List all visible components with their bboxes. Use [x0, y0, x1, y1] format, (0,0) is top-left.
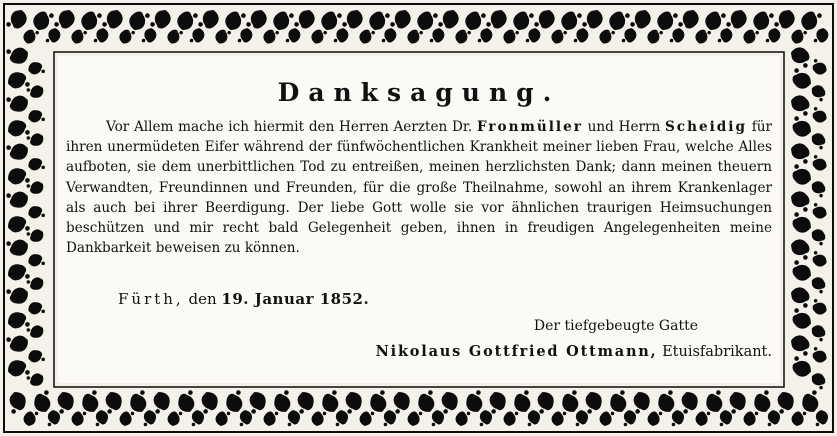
ornament-leaf: [197, 389, 221, 414]
ornament-leaf: [127, 390, 151, 415]
ornament-leaf: [630, 7, 654, 32]
ornament-leaf: [789, 164, 814, 188]
ornament-leaf: [333, 409, 349, 426]
ornament-leaf: [285, 27, 301, 44]
dateline: [118, 290, 369, 308]
body-mid: und Herrn: [587, 119, 661, 135]
ornament-leaf: [261, 27, 279, 46]
ornament-leaf: [390, 7, 414, 32]
ornament-leaf: [765, 27, 781, 44]
ornament-leaf: [333, 27, 349, 44]
signature-line: [376, 343, 772, 360]
ornament-leaf: [717, 409, 733, 426]
ornament-leaf: [549, 27, 567, 46]
ornament-leaf: [166, 410, 182, 427]
ornament-leaf: [438, 7, 462, 32]
ornament-leaf: [788, 45, 813, 69]
ornament-leaf: [607, 390, 631, 415]
date-prefix: den: [188, 290, 217, 308]
ornament-leaf: [808, 131, 828, 150]
ornament-leaf: [342, 7, 366, 32]
ornament-leaf: [703, 390, 727, 415]
ornament-leaf: [53, 389, 77, 414]
ornament-leaf: [454, 410, 470, 427]
ornament-leaf: [262, 410, 278, 427]
ornament-leaf: [810, 59, 829, 77]
ornament-leaf: [54, 7, 78, 32]
ornament-leaf: [751, 390, 775, 415]
ornament-leaf: [813, 27, 829, 44]
ornament-leaf: [93, 409, 109, 426]
ornament-leaf: [141, 27, 157, 44]
ornament-leaf: [765, 409, 781, 426]
ornament-leaf: [31, 390, 55, 415]
ornament-leaf: [669, 27, 685, 44]
ornament-leaf: [309, 27, 327, 46]
ornament-leaf: [31, 8, 55, 33]
ornament-leaf: [6, 91, 31, 115]
ornament-leaf: [237, 27, 253, 44]
ornament-leaf: [79, 8, 103, 33]
ornament-leaf: [101, 389, 125, 414]
ornament-leaf: [813, 409, 829, 426]
ornament-leaf: [26, 204, 45, 222]
ornament-leaf: [26, 252, 45, 270]
ornament-leaf: [774, 7, 798, 32]
ornament-leaf: [788, 285, 813, 309]
ornament-leaf: [6, 187, 31, 211]
ornament-leaf: [799, 390, 823, 415]
ornament-leaf: [149, 389, 173, 414]
ornament-leaf: [525, 409, 541, 426]
ornament-leaf: [808, 227, 828, 246]
notice-panel: [58, 56, 780, 383]
ornament-leaf: [69, 27, 87, 46]
ornament-leaf: [573, 27, 589, 44]
doctor-name-2: Scheidig: [664, 119, 747, 135]
ornament-leaf: [559, 390, 583, 415]
ornament-leaf: [294, 7, 318, 32]
ornament-leaf: [502, 410, 518, 427]
ornament-leaf: [237, 409, 253, 426]
ornament-leaf: [6, 235, 31, 259]
ornament-leaf: [486, 7, 510, 32]
ornament-leaf: [810, 299, 829, 317]
ornament-leaf: [271, 390, 295, 415]
notice-body: [66, 117, 772, 258]
ornament-leaf: [293, 389, 317, 414]
ornament-leaf: [45, 27, 61, 44]
ornament-leaf: [198, 7, 222, 32]
ornament-leaf: [6, 139, 31, 163]
ornament-leaf: [26, 300, 45, 318]
ornament-leaf: [808, 275, 828, 294]
ornament-leaf: [790, 410, 806, 427]
ornament-leaf: [26, 348, 45, 366]
ornament-leaf: [597, 27, 615, 46]
ornament-leaf: [189, 409, 205, 426]
ornament-leaf: [693, 27, 711, 46]
ornament-leaf: [214, 410, 230, 427]
ornament-leaf: [581, 389, 605, 414]
ornament-leaf: [26, 156, 45, 174]
closing-line: Der tiefgebeugte Gatte: [533, 318, 698, 334]
ornament-leaf: [726, 7, 750, 32]
ornament-leaf: [501, 27, 519, 46]
ornament-leaf: [358, 410, 374, 427]
ornament-leaf: [525, 27, 541, 44]
ornament-leaf: [621, 27, 637, 44]
ornament-leaf: [717, 27, 733, 44]
ornament-leaf: [742, 410, 758, 427]
ornament-leaf: [621, 409, 637, 426]
ornament-leaf: [5, 261, 30, 285]
ornament-leaf: [773, 389, 797, 414]
body-intro: Vor Allem mache ich hiermit den Herren Aerzten Dr.: [106, 119, 473, 135]
ornament-leaf: [6, 283, 31, 307]
ornament-leaf: [463, 390, 487, 415]
ornament-leaf: [213, 27, 231, 46]
ornament-leaf: [808, 371, 828, 390]
ornament-leaf: [789, 356, 814, 380]
ornament-leaf: [646, 410, 662, 427]
ornament-leaf: [341, 389, 365, 414]
signer-title: Etuisfabrikant.: [662, 344, 772, 360]
ornament-leaf: [79, 390, 103, 415]
ornament-leaf: [141, 409, 157, 426]
ornament-leaf: [437, 389, 461, 414]
date-value: 19. Januar 1852.: [221, 290, 370, 308]
ornament-leaf: [598, 410, 614, 427]
ornament-leaf: [415, 390, 439, 415]
ornament-leaf: [477, 27, 493, 44]
ornament-leaf: [533, 389, 557, 414]
ornament-leaf: [511, 8, 535, 33]
ornament-leaf: [319, 8, 343, 33]
ornament-leaf: [246, 7, 270, 32]
ornament-leaf: [645, 27, 663, 46]
ornament-leaf: [26, 108, 45, 126]
ornament-leaf: [463, 8, 487, 33]
ornament-leaf: [5, 213, 30, 237]
ornament-leaf: [117, 27, 135, 46]
ornament-leaf: [799, 8, 823, 33]
notice-title: Danksagung.: [277, 78, 561, 107]
ornament-leaf: [5, 69, 30, 93]
ornament-leaf: [789, 116, 814, 140]
ornament-leaf: [381, 27, 397, 44]
ornament-leaf: [788, 141, 813, 165]
ornament-leaf: [789, 260, 814, 284]
ornament-leaf: [573, 409, 589, 426]
ornament-leaf: [26, 60, 45, 78]
ornament-leaf: [150, 7, 174, 32]
ornament-leaf: [70, 410, 86, 427]
signer-name: Nikolaus Gottfried Ottmann,: [375, 343, 658, 360]
ornament-leaf: [629, 389, 653, 414]
ornament-leaf: [367, 8, 391, 33]
ornament-leaf: [429, 27, 445, 44]
ornament-leaf: [789, 68, 814, 92]
ornament-leaf: [655, 390, 679, 415]
ornament-leaf: [5, 117, 30, 141]
ornament-leaf: [810, 107, 829, 125]
ornament-leaf: [694, 410, 710, 427]
ornament-leaf: [5, 389, 29, 414]
ornament-leaf: [511, 390, 535, 415]
body-rest: für ihren unermüdeten Eifer während der fünfwöchentlichen Krankheit meiner lieben Frau, welche Alles aufboten, sie dem unerbittlichen Tod zu entreißen, meinen herzlichsten Dank; dann meinen theuern Verwandten, Freundinnen und Freunden, für die große Theilnahme, sowohl an ihrem Krankenlager als auch bei ihrer Beerdigung. Der liebe Gott wolle sie vor ähnlichen traurigen Heimsuchungen beschützen und mir recht bald Gelegenheit geben, ihnen in freudigen Angelegenheiten meine Dankbarkeit beweisen zu können.: [66, 119, 772, 257]
ornament-leaf: [389, 389, 413, 414]
ornament-leaf: [559, 8, 583, 33]
ornament-leaf: [415, 8, 439, 33]
ornament-leaf: [22, 410, 38, 427]
ornament-leaf: [810, 251, 829, 269]
ornament-leaf: [175, 8, 199, 33]
ornament-leaf: [678, 7, 702, 32]
ornament-leaf: [808, 83, 828, 102]
ornament-leaf: [669, 409, 685, 426]
ornament-leaf: [789, 27, 807, 46]
ornament-leaf: [6, 7, 30, 32]
ornament-leaf: [127, 8, 151, 33]
ornament-leaf: [808, 323, 828, 342]
ornament-leaf: [165, 27, 183, 46]
ornament-leaf: [741, 27, 759, 46]
ornament-leaf: [453, 27, 471, 46]
ornament-leaf: [93, 27, 109, 44]
ornament-leaf: [271, 8, 295, 33]
ornament-leaf: [607, 8, 631, 33]
place-name: Fürth,: [118, 290, 184, 308]
ornament-leaf: [788, 189, 813, 213]
ornament-leaf: [118, 410, 134, 427]
ornament-leaf: [406, 410, 422, 427]
ornament-leaf: [367, 390, 391, 415]
ornament-leaf: [485, 389, 509, 414]
ornament-leaf: [319, 390, 343, 415]
ornament-leaf: [810, 155, 829, 173]
ornament-leaf: [808, 179, 828, 198]
ornament-leaf: [789, 308, 814, 332]
ornament-leaf: [751, 8, 775, 33]
ornament-leaf: [45, 409, 61, 426]
ornament-leaf: [788, 333, 813, 357]
ornament-leaf: [810, 203, 829, 221]
ornament-leaf: [677, 389, 701, 414]
ornament-leaf: [381, 409, 397, 426]
ornament-leaf: [175, 390, 199, 415]
ornament-leaf: [810, 347, 829, 365]
ornament-leaf: [357, 27, 375, 46]
ornament-leaf: [405, 27, 423, 46]
ornament-leaf: [534, 7, 558, 32]
ornament-leaf: [223, 390, 247, 415]
ornament-leaf: [582, 7, 606, 32]
ornament-leaf: [789, 212, 814, 236]
ornament-leaf: [429, 409, 445, 426]
ornament-leaf: [5, 309, 30, 333]
ornament-leaf: [245, 389, 269, 414]
ornament-leaf: [550, 410, 566, 427]
ornament-leaf: [655, 8, 679, 33]
ornament-leaf: [6, 43, 31, 67]
ornament-leaf: [189, 27, 205, 44]
ornament-leaf: [6, 331, 31, 355]
ornament-leaf: [310, 410, 326, 427]
ornament-leaf: [223, 8, 247, 33]
ornament-leaf: [102, 7, 126, 32]
doctor-name-1: Fronmüller: [476, 119, 583, 135]
ornament-leaf: [5, 165, 30, 189]
ornament-leaf: [21, 27, 39, 46]
ornament-leaf: [788, 237, 813, 261]
ornament-leaf: [788, 93, 813, 117]
ornament-leaf: [285, 409, 301, 426]
ornament-leaf: [703, 8, 727, 33]
ornament-leaf: [725, 389, 749, 414]
ornament-leaf: [477, 409, 493, 426]
ornament-leaf: [5, 357, 30, 381]
